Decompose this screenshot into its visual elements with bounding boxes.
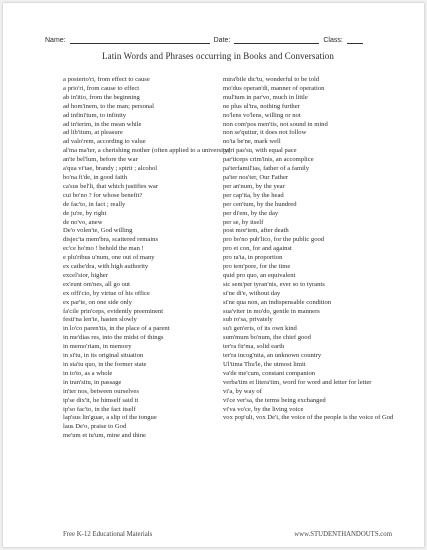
phrase-entry: non com'pos men'tis, not sound in mind: [223, 120, 328, 128]
phrase-entry: in lo'co paren'tis, in the place of a parent: [63, 325, 170, 333]
phrase-entry: lap'sus lin'guae, a slip of the tongue: [63, 414, 157, 422]
phrase-entry: pro et con, for and against: [223, 245, 292, 253]
phrase-entry: post mor'tem, after death: [223, 227, 289, 235]
name-field[interactable]: [70, 36, 210, 44]
left-column: [63, 76, 235, 441]
phrase-entry: de ju're, by right: [63, 209, 107, 217]
phrase-entry: al'ma ma'ter, a cherishing mother (often applied to a university): [63, 147, 231, 155]
footer-right-text[interactable]: www.STUDENTHANDOUTS.com: [294, 531, 392, 538]
phrase-entry: in me'dias res, into the midst of things: [63, 334, 164, 342]
phrase-entry: ad in'terim, in the mean while: [63, 120, 142, 128]
phrase-entry: De'o volen'te, God willing: [63, 227, 133, 235]
phrase-entry: va'de me'cum, constant companion: [223, 369, 316, 377]
phrase-entry: ab in'itio, from the beginning: [63, 93, 140, 101]
class-label: Class:: [323, 36, 343, 44]
phrase-entry: bo'na fi'de, in good faith: [63, 173, 128, 181]
phrase-entry: mul'tum in par'vo, much in little: [223, 93, 308, 101]
phrase-entry: per cap'ita, by the head: [223, 191, 284, 199]
footer-left-text: Free K-12 Educational Materials: [63, 531, 153, 538]
phrase-entry: me'um et tu'um, mine and thine: [63, 432, 146, 440]
phrase-entry: mira'bile dic'tu, wonderful to be told: [223, 76, 320, 83]
phrase-entry: de no'vo, anew: [63, 218, 103, 226]
phrase-entry: ter'ra incog'nita, an unknown country: [223, 352, 322, 360]
phrase-entry: sua'viter in mo'do, gentle in manners: [223, 307, 320, 315]
phrase-entry: vi'ce ver'sa, the terms being exchanged: [223, 396, 326, 404]
phrase-entry: non se'quitur, it does not follow: [223, 129, 307, 137]
phrase-entry: ex par'te, on one side only: [63, 298, 132, 306]
phrase-entry: ne plus ul'tra, nothing further: [223, 102, 300, 110]
phrase-entry: in tran'situ, in passage: [63, 378, 122, 386]
page-title: Latin Words and Phrases occurring in Books and Conversation: [102, 51, 334, 61]
phrase-entry: si'ne qua non, an indispensable condition: [223, 298, 332, 306]
phrase-entry: ad hom'inem, to the man; personal: [63, 102, 154, 110]
phrase-entry: su'i gen'eris, of its own kind: [223, 325, 297, 333]
phrase-entry: ad infini'tum, to infinity: [63, 111, 127, 119]
phrase-entry: vi'va vo'ce, by the living voice: [223, 405, 304, 413]
phrase-entry: a posterio'ri, from effect to cause: [63, 76, 150, 83]
phrase-entry: ter'ra fir'ma, solid earth: [223, 343, 285, 351]
phrase-entry: quid pro quo, an equivalent: [223, 271, 296, 279]
phrase-entry: per se, by itself: [223, 218, 264, 226]
phrase-entry: per di'em, by the day: [223, 209, 279, 217]
date-field[interactable]: [234, 36, 319, 44]
phrase-entry: in'ter nos, between ourselves: [63, 387, 139, 395]
phrase-entry: ip'se dix'it, he himself said it: [63, 396, 139, 404]
phrase-entry: in to'to, as a whole: [63, 369, 113, 377]
phrase-entry: mo'dus operan'di, manner of operation: [223, 84, 325, 92]
class-field[interactable]: [347, 36, 363, 44]
phrase-entry: sic sem'per tyran'nis, ever so to tyrants: [223, 280, 325, 288]
phrase-entry: de fac'to, in fact ; really: [63, 200, 126, 208]
phrase-entry: ad valo'rem, according to value: [63, 138, 146, 146]
phrase-entry: ad lib'itum, at pleasure: [63, 129, 123, 137]
phrase-entry: pro tem'pore, for the time: [223, 263, 291, 271]
phrase-entry: e plu'ribus u'num, one out of many: [63, 254, 155, 262]
phrase-entry: ex'eunt om'nes, all go out: [63, 280, 131, 288]
phrase-entry: verba'tim et litera'tim, word for word and letter for letter: [223, 378, 372, 386]
phrase-entry: si'ne di'e, without day: [223, 289, 281, 297]
phrase-entry: no'ta be'ne, mark well: [223, 138, 281, 146]
phrase-entry: festi'na len'te, hasten slowly: [63, 316, 137, 324]
phrase-entry: sum'mum bo'num, the chief good: [223, 334, 311, 342]
worksheet-page: [3, 3, 424, 547]
phrase-entry: vox pop'uli, vox De'i, the voice of the people is the voice of God: [223, 414, 394, 422]
phrase-entry: per an'num, by the year: [223, 182, 285, 190]
phrase-entry: pro ra'ta, in proportion: [223, 254, 283, 262]
phrase-entry: pa'ter nos'ter, Our Father: [223, 173, 289, 181]
phrase-entry: ip'so fac'to, in the fact itself: [63, 405, 136, 413]
phrase-entry: excel'sior, higher: [63, 271, 108, 279]
phrase-entry: ex offi'cio, by virtue of his office: [63, 289, 150, 297]
phrase-entry: in si'tu, in its original situation: [63, 352, 144, 360]
phrase-entry: fa'cile prin'ceps, evidently preeminent: [63, 307, 164, 315]
phrase-entry: ex cathe'dra, with high authority: [63, 263, 149, 271]
phrase-entry: par'ticeps crim'inis, an accomplice: [223, 156, 314, 164]
phrase-entry: ca'sus bel'li, that which justifies war: [63, 182, 159, 190]
phrase-entry: Ul'tima Thu'le, the utmost limit: [223, 361, 306, 368]
phrase-entry: vi'a, by way of: [223, 387, 262, 395]
phrase-entry: pa'terfamil'ias, father of a family: [223, 165, 310, 173]
phrase-entry: disjec'ta mem'bra, scattered remains: [63, 236, 159, 244]
phrase-entry: laus De'o, praise to God: [63, 423, 127, 431]
phrase-entry: in memo'riam, in memory: [63, 343, 132, 351]
right-column: [223, 76, 401, 423]
phrase-entry: an'te bel'lum, before the war: [63, 156, 138, 164]
phrase-entry: cui bo'no ? for whose benefit?: [63, 191, 143, 199]
phrase-entry: in sta'tu quo, in the former state: [63, 361, 147, 368]
phrase-entry: a'qua vi'tae, brandy ; spirit ; alcohol: [63, 165, 158, 173]
phrase-entry: a prio'ri, from cause to effect: [63, 84, 140, 92]
name-label: Name:: [45, 36, 66, 44]
student-info-line: [45, 33, 390, 47]
date-label: Date:: [213, 36, 231, 44]
phrase-entry: sub ro'sa, privately: [223, 316, 273, 324]
phrase-entry: pro bo'no pub'lico, for the public good: [223, 236, 325, 244]
phrase-entry: pa'ri pas'su, with equal pace: [223, 147, 297, 155]
phrase-entry: per cen'tum, by the hundred: [223, 200, 297, 208]
phrase-entry: no'lens vo'lens, willing or not: [223, 111, 301, 119]
phrase-entry: ec'ce ho'mo ! behold the man !: [63, 245, 144, 253]
